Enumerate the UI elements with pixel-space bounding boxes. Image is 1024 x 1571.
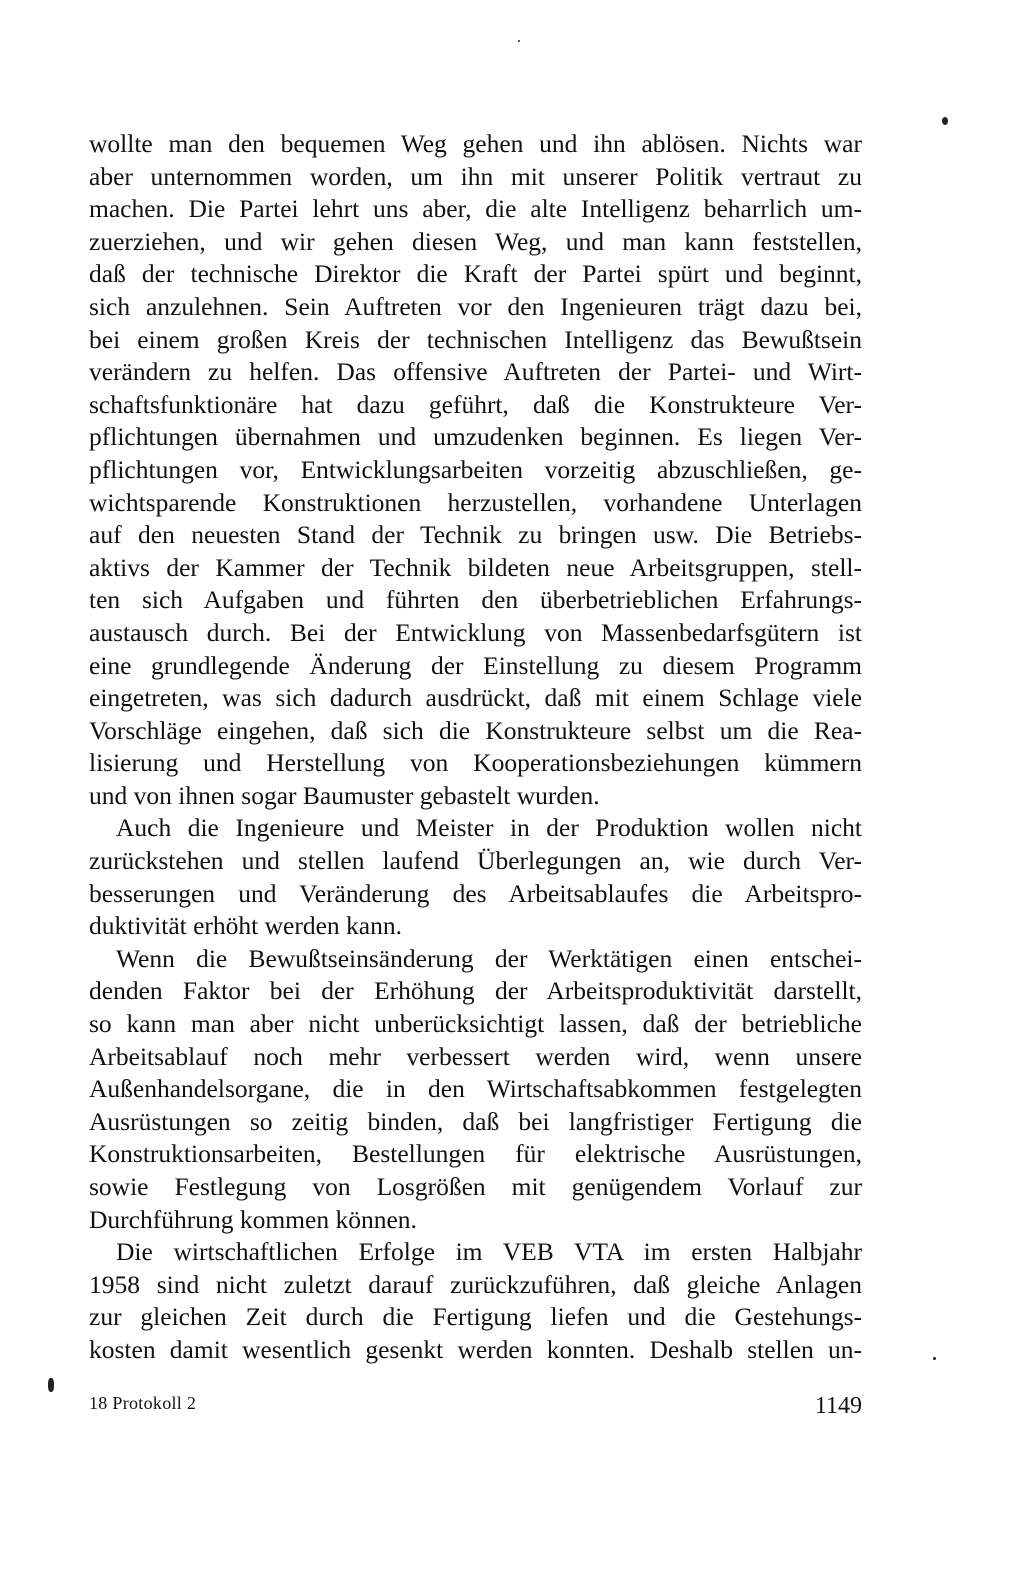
print-speck [48,1378,54,1392]
text-line: zurückstehen und stellen laufend Überlegungen an, wie durch Ver- [89,846,862,876]
page-footer [89,1392,862,1432]
text-line: schaftsfunktionäre hat dazu geführt, daß die Konstrukteure Ver- [89,389,862,419]
print-signature: 18 Protokoll 2 [89,1393,197,1413]
text-line: Die wirtschaftlichen Erfolge im VEB VTA im ersten Halbjahr [116,1237,862,1267]
text-line: Ausrüstungen so zeitig binden, daß bei langfristiger Fertigung die [89,1106,862,1136]
paragraph-2 [89,812,862,942]
text-line: lisierung und Herstellung von Kooperationsbeziehungen kümmern [89,748,862,778]
text-line: Auch die Ingenieure und Meister in der Produktion wollen nicht [116,813,862,843]
paragraph-3 [89,943,862,1236]
text-line: Außenhandelsorgane, die in den Wirtschaftsabkommen festgelegten [89,1074,862,1104]
body-text [89,128,862,1367]
text-line: sich anzulehnen. Sein Auftreten vor den Ingenieuren trägt dazu bei, [89,291,862,321]
text-line: kosten damit wesentlich gesenkt werden konnten. Deshalb stellen un- [89,1334,862,1364]
text-line: pflichtungen übernahmen und umzudenken beginnen. Es liegen Ver- [89,422,862,452]
text-line: Wenn die Bewußtseinsänderung der Werktätigen einen entschei- [116,943,862,973]
text-line: Durchführung kommen können. [89,1204,417,1234]
text-line: zuerziehen, und wir gehen diesen Weg, und man kann feststellen, [89,226,862,256]
text-line: und von ihnen sogar Baumuster gebastelt wurden. [89,780,600,810]
text-line: denden Faktor bei der Erhöhung der Arbeitsproduktivität darstellt, [89,976,862,1006]
print-speck [933,1357,936,1360]
page-number: 1149 [814,1393,862,1419]
text-line: pflichtungen vor, Entwicklungsarbeiten vorzeitig abzuschließen, ge- [89,454,862,484]
text-line: ten sich Aufgaben und führten den überbetrieblichen Erfahrungs- [89,585,862,615]
text-line: austausch durch. Bei der Entwicklung von Massenbedarfsgütern ist [89,617,862,647]
text-line: bei einem großen Kreis der technischen Intelligenz das Bewußtsein [89,324,862,354]
text-line: machen. Die Partei lehrt uns aber, die alte Intelligenz beharrlich um- [89,194,862,224]
text-line: auf den neuesten Stand der Technik zu bringen usw. Die Betriebs- [89,520,862,550]
text-line: eine grundlegende Änderung der Einstellung zu diesem Programm [89,650,862,680]
paragraph-4 [89,1236,862,1366]
text-line: Arbeitsablauf noch mehr verbessert werden wird, wenn unsere [89,1041,862,1071]
text-line: wollte man den bequemen Weg gehen und ihn ablösen. Nichts war [89,129,862,158]
text-line: Vorschläge eingehen, daß sich die Konstrukteure selbst um die Rea- [89,715,862,745]
print-speck [942,117,948,125]
text-line: zur gleichen Zeit durch die Fertigung liefen und die Gestehungs- [89,1302,862,1332]
text-line: duktivität erhöht werden kann. [89,911,402,941]
text-line: 1958 sind nicht zuletzt darauf zurückzuführen, daß gleiche Anlagen [89,1269,862,1299]
print-speck [518,40,520,42]
text-line: sowie Festlegung von Losgrößen mit genügendem Vorlauf zur [89,1172,862,1201]
text-line: aktivs der Kammer der Technik bildeten neue Arbeitsgruppen, stell- [89,552,862,582]
text-line: aber unternommen worden, um ihn mit unserer Politik vertraut zu [89,161,862,191]
text-line: besserungen und Veränderung des Arbeitsablaufes die Arbeitspro- [89,878,862,908]
text-line: eingetreten, was sich dadurch ausdrückt, daß mit einem Schlage viele [89,683,862,713]
text-line: wichtsparende Konstruktionen herzustellen, vorhandene Unterlagen [89,487,862,517]
text-line: Konstruktionsarbeiten, Bestellungen für elektrische Ausrüstungen, [89,1139,862,1169]
text-line: verändern zu helfen. Das offensive Auftreten der Partei- und Wirt- [89,357,862,387]
text-line: so kann man aber nicht unberücksichtigt lassen, daß der betriebliche [89,1009,862,1039]
paragraph-1 [89,128,862,812]
text-line: daß der technische Direktor die Kraft der Partei spürt und beginnt, [89,259,862,289]
